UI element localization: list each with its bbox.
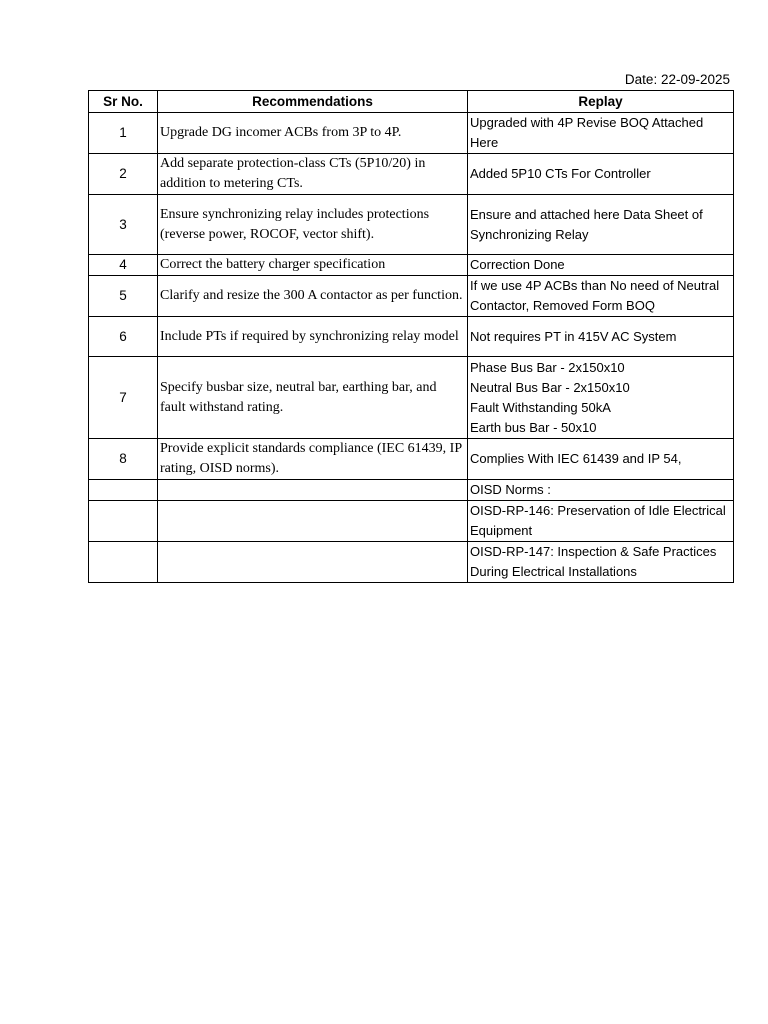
replay-line: Correction Done	[470, 257, 565, 272]
sr-no-cell: 8	[89, 439, 158, 480]
sr-no-cell: 6	[89, 317, 158, 357]
replay-line: Not requires PT in 415V AC System	[470, 328, 677, 344]
replay-cell	[468, 480, 734, 501]
replay-line: Fault Withstanding 50kA	[470, 399, 611, 415]
table-row	[89, 480, 734, 501]
column-header-replay: Replay	[468, 91, 734, 113]
replay-cell	[468, 357, 734, 439]
sr-no-cell	[89, 501, 158, 542]
sr-no-cell: 7	[89, 357, 158, 439]
recommendation-cell: Specify busbar size, neutral bar, earthing bar, and fault withstand rating.	[158, 357, 468, 439]
replay-line: OISD-RP-147: Inspection & Safe Practices During Electrical Installations	[470, 544, 717, 579]
document-date: Date: 22-09-2025	[624, 72, 730, 87]
replay-cell	[468, 542, 734, 583]
table-row	[89, 113, 734, 154]
replay-line: If we use 4P ACBs than No need of Neutral Contactor, Removed Form BOQ	[470, 278, 720, 313]
table-row	[89, 195, 734, 255]
sr-no-cell: 1	[89, 113, 158, 154]
table-row	[89, 255, 734, 276]
replay-line: Neutral Bus Bar - 2x150x10	[470, 379, 630, 395]
recommendation-cell: Correct the battery charger specification	[158, 255, 468, 276]
table-row	[89, 357, 734, 439]
replay-line: Upgraded with 4P Revise BOQ Attached Here	[470, 115, 704, 150]
replay-cell	[468, 317, 734, 357]
recommendations-table	[88, 90, 734, 583]
table-row	[89, 501, 734, 542]
sr-no-cell	[89, 480, 158, 501]
replay-line: Added 5P10 CTs For Controller	[470, 166, 651, 181]
replay-line: Ensure and attached here Data Sheet of Synchronizing Relay	[470, 206, 703, 242]
replay-line: Earth bus Bar - 50x10	[470, 419, 597, 435]
table-row	[89, 154, 734, 195]
replay-line: OISD-RP-146: Preservation of Idle Electrical Equipment	[470, 503, 726, 538]
sr-no-cell: 4	[89, 255, 158, 276]
replay-cell	[468, 195, 734, 255]
recommendation-cell	[158, 501, 468, 542]
replay-cell	[468, 276, 734, 317]
recommendation-cell: Provide explicit standards compliance (IEC 61439, IP rating, OISD norms).	[158, 439, 468, 480]
table-header-row	[89, 91, 734, 113]
replay-line: OISD Norms :	[470, 482, 551, 497]
replay-line: Phase Bus Bar - 2x150x10	[470, 359, 625, 375]
recommendation-cell: Upgrade DG incomer ACBs from 3P to 4P.	[158, 113, 468, 154]
recommendation-cell: Ensure synchronizing relay includes protections (reverse power, ROCOF, vector shift).	[158, 195, 468, 255]
replay-cell	[468, 154, 734, 195]
recommendation-cell	[158, 480, 468, 501]
recommendation-cell: Clarify and resize the 300 A contactor as per function.	[158, 276, 468, 317]
sr-no-cell: 2	[89, 154, 158, 195]
replay-cell	[468, 439, 734, 480]
sr-no-cell: 5	[89, 276, 158, 317]
sr-no-cell	[89, 542, 158, 583]
column-header-sr-no: Sr No.	[89, 91, 158, 113]
replay-line: Complies With IEC 61439 and IP 54,	[470, 451, 682, 466]
replay-cell	[468, 501, 734, 542]
recommendation-cell: Include PTs if required by synchronizing relay model	[158, 317, 468, 357]
replay-cell	[468, 113, 734, 154]
table-row	[89, 439, 734, 480]
recommendation-cell	[158, 542, 468, 583]
table-row	[89, 317, 734, 357]
recommendation-cell: Add separate protection-class CTs (5P10/20) in addition to metering CTs.	[158, 154, 468, 195]
column-header-recommendations: Recommendations	[158, 91, 468, 113]
table-row	[89, 276, 734, 317]
table-row	[89, 542, 734, 583]
replay-cell	[468, 255, 734, 276]
sr-no-cell: 3	[89, 195, 158, 255]
